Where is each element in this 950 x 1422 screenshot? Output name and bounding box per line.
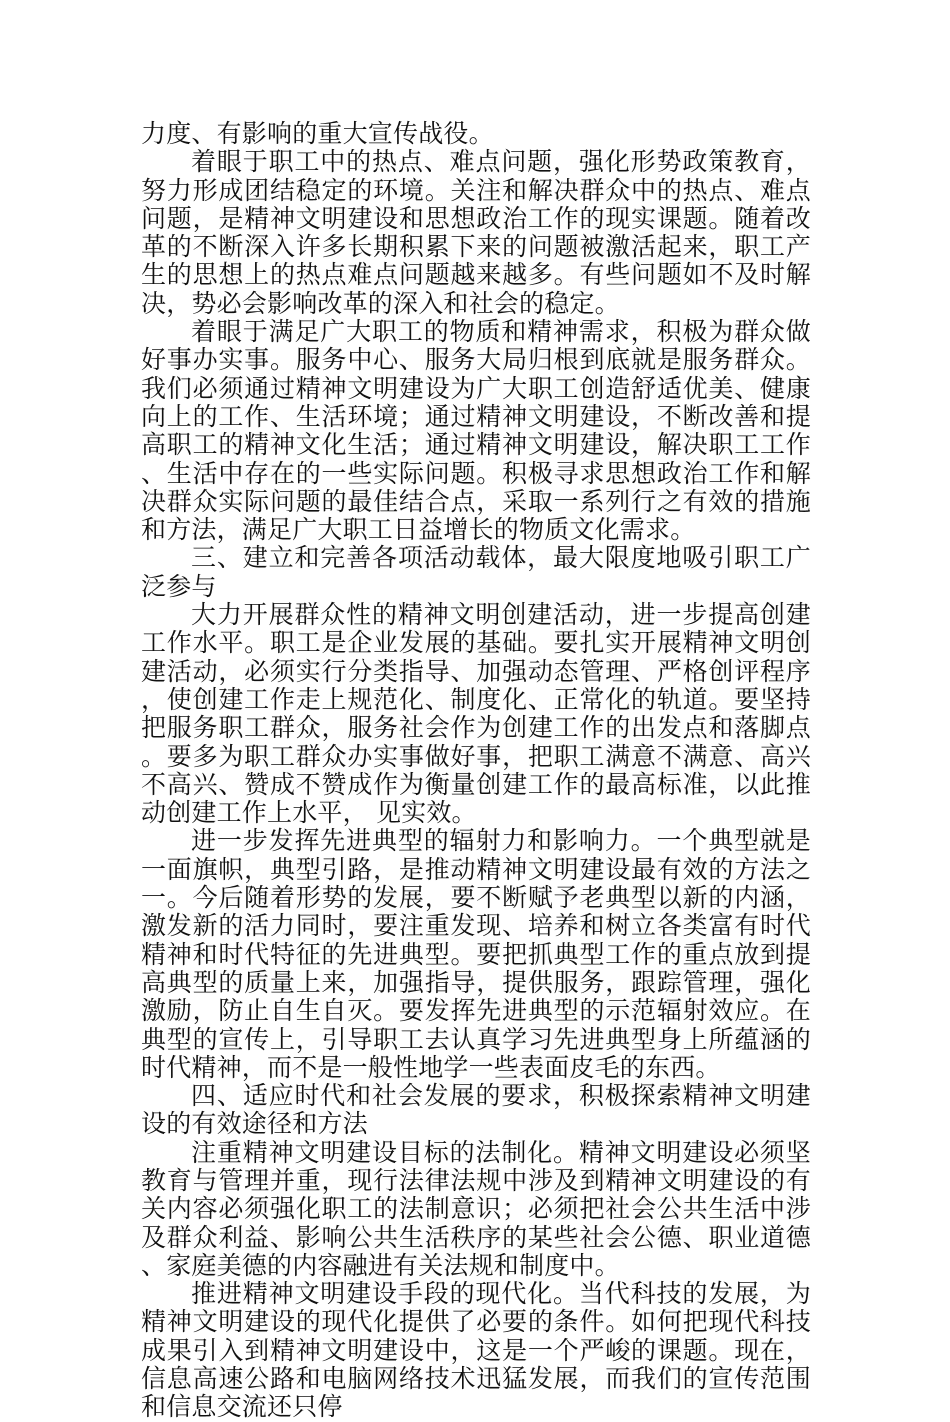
paragraph-hot-issues: 着眼于职工中的热点、难点问题，强化形势政策教育，努力形成团结稳定的环境。关注和解决群众中的热点、难点问题，是精神文明建设和思想政治工作的现实课题。随着改革的不断深入许多长期积累下来的问题被激活起来，职工产生的思想上的热点难点问题越来越多。有些问题如不及时解决，势必会影响改革的深入和社会的稳定。 [141, 147, 811, 318]
section-heading-3: 三、建立和完善各项活动载体，最大限度地吸引职工广泛参与 [141, 543, 811, 601]
section-heading-4: 四、适应时代和社会发展的要求，积极探索精神文明建设的有效途径和方法 [141, 1081, 811, 1139]
paragraph-creation-activities: 大力开展群众性的精神文明创建活动，进一步提高创建工作水平。职工是企业发展的基础。要扎实开展精神文明创建活动，必须实行分类指导、加强动态管理、严格创评程序，使创建工作走上规范化、制度化、正常化的轨道。要坚持把服务职工群众，服务社会作为创建工作的出发点和落脚点。要多为职工群众办实事做好事，把职工满意不满意、高兴不高兴、赞成不赞成作为衡量创建工作的最高标准，以此推动创建工作上水平， 见实效。 [141, 600, 811, 828]
paragraph-advanced-models: 进一步发挥先进典型的辐射力和影响力。一个典型就是一面旗帜，典型引路，是推动精神文明建设最有效的方法之一。今后随着形势的发展，要不断赋予老典型以新的内涵，激发新的活力同时，要注重发现、培养和树立各类富有时代精神和时代特征的先进典型。要把抓典型工作的重点放到提高典型的质量上来，加强指导，提供服务，跟踪管理，强化激励，防止自生自灭。要发挥先进典型的示范辐射效应。在典型的宣传上，引导职工去认真学习先进典型身上所蕴涵的时代精神，而不是一般性地学一些表面皮毛的东西。 [141, 826, 811, 1082]
document-body [141, 120, 811, 1422]
paragraph-continuation: 力度、有影响的重大宣传战役。 [141, 119, 494, 148]
paragraph-modernization: 推进精神文明建设手段的现代化。当代科技的发展，为精神文明建设的现代化提供了必要的条件。如何把现代科技成果引入到精神文明建设中，这是一个严峻的课题。现在，信息高速公路和电脑网络技术迅猛发展，而我们的宣传范围和信息交流还只停 [141, 1279, 811, 1422]
paragraph-legalization: 注重精神文明建设目标的法制化。精神文明建设必须坚教育与管理并重，现行法律法规中涉及到精神文明建设的有关内容必须强化职工的法制意识；必须把社会公共生活中涉及群众利益、影响公共生活秩序的某些社会公德、职业道德、家庭美德的内容融进有关法规和制度中。 [141, 1137, 811, 1280]
paragraph-employee-needs: 着眼于满足广大职工的物质和精神需求，积极为群众做好事办实事。服务中心、服务大局归根到底就是服务群众。我们必须通过精神文明建设为广大职工创造舒适优美、健康向上的工作、生活环境；通过精神文明建设，不断改善和提高职工的精神文化生活；通过精神文明建设，解决职工工作、生活中存在的一些实际问题。积极寻求思想政治工作和解决群众实际问题的最佳结合点，采取一系列行之有效的措施和方法，满足广大职工日益增长的物质文化需求。 [141, 317, 811, 545]
